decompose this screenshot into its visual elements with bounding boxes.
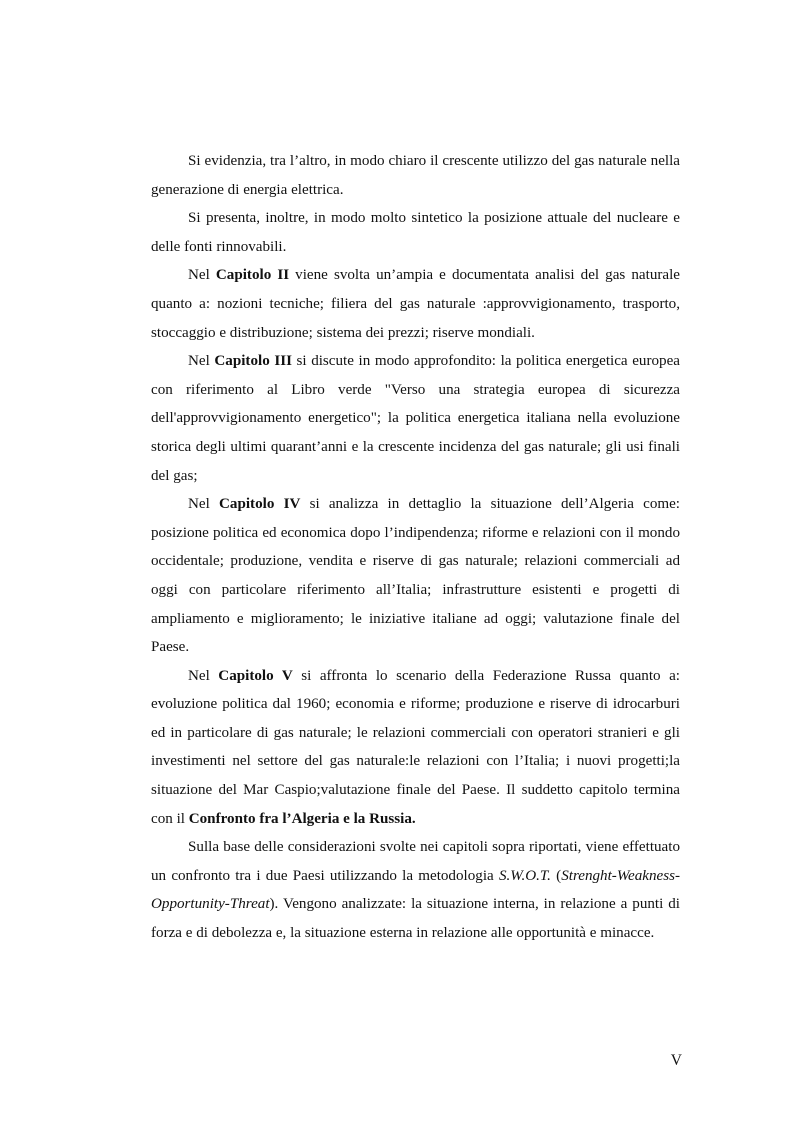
paragraph [151, 204, 680, 261]
text-run: si discute in modo approfondito: la politica energetica europea con riferimento al Libro verde "Verso una strategia europea di sicurezza dell'approvvigionamento energetico"; la politica energetica italiana nella evoluzione storica degli ultimi quarant’anni e la crescente incidenza del gas naturale; gli usi finali del gas; [151, 353, 680, 484]
text-run: Nel [188, 267, 216, 284]
paragraph [151, 347, 680, 490]
paragraph [151, 147, 680, 204]
text-run: Nel [188, 667, 219, 684]
text-run: Nel [188, 496, 220, 513]
body-text [151, 147, 680, 948]
bold-text: Capitolo IV [219, 496, 301, 513]
paragraph [151, 490, 680, 662]
bold-text: Confronto fra l’Algeria e la Russia. [188, 810, 416, 827]
text-run: Nel [188, 353, 215, 370]
italic-text: S.W.O.T. [498, 867, 551, 884]
text-run: ). Vengono analizzate: la situazione interna, in relazione a punti di forza e di debolezza e, la situazione esterna in relazione alle opportunità e minacce. [151, 896, 680, 942]
text-run: Si presenta, inoltre, in modo molto sintetico la posizione attuale del nucleare e delle fonti rinnovabili. [151, 210, 680, 255]
bold-text: Capitolo II [215, 267, 290, 284]
paragraph [151, 261, 680, 347]
text-run: ( [550, 867, 562, 884]
paragraph [151, 833, 680, 947]
text-run: si analizza in dettaglio la situazione dell’Algeria come: posizione politica ed economica dopo l’indipendenza; riforme e relazioni con il mondo occidentale; produzione, vendita e riserve di gas naturale; relazioni commerciali ad oggi con particolare riferimento all’Italia; infrastrutture esistenti e progetti di ampliamento e miglioramento; le iniziative italiane ad oggi; valutazione finale del Paese. [151, 496, 680, 656]
text-run: si affronta lo scenario della Federazione Russa quanto a: evoluzione politica dal 1960; economia e riforme; produzione e riserve di idrocarburi ed in particolare di gas naturale; le relazioni commerciali con operatori stranieri e gli investimenti nel settore del gas naturale:le relazioni con l’Italia; i nuovi progetti;la situazione del Mar Caspio;valutazione finale del Paese. Il suddetto capitolo termina con il [151, 667, 680, 827]
italic-text: Strenght-Weakness-Opportunity-Threat [151, 867, 680, 913]
paragraph [151, 662, 680, 834]
bold-text: Capitolo V [218, 667, 293, 684]
text-run: viene svolta un’ampia e documentata analisi del gas naturale quanto a: nozioni tecniche; filiera del gas naturale :approvvigionamento, trasporto, stoccaggio e distribuzione; sistema dei prezzi; riserve mondiali. [151, 267, 680, 341]
page-number: V [670, 1052, 682, 1069]
text-run: Sulla base delle considerazioni svolte nei capitoli sopra riportati, viene effettuato un confronto tra i due Paesi utilizzando la metodologia [151, 839, 680, 884]
text-run: Si evidenzia, tra l’altro, in modo chiaro il crescente utilizzo del gas naturale nella generazione di energia elettrica. [151, 153, 680, 198]
bold-text: Capitolo III [214, 353, 292, 370]
